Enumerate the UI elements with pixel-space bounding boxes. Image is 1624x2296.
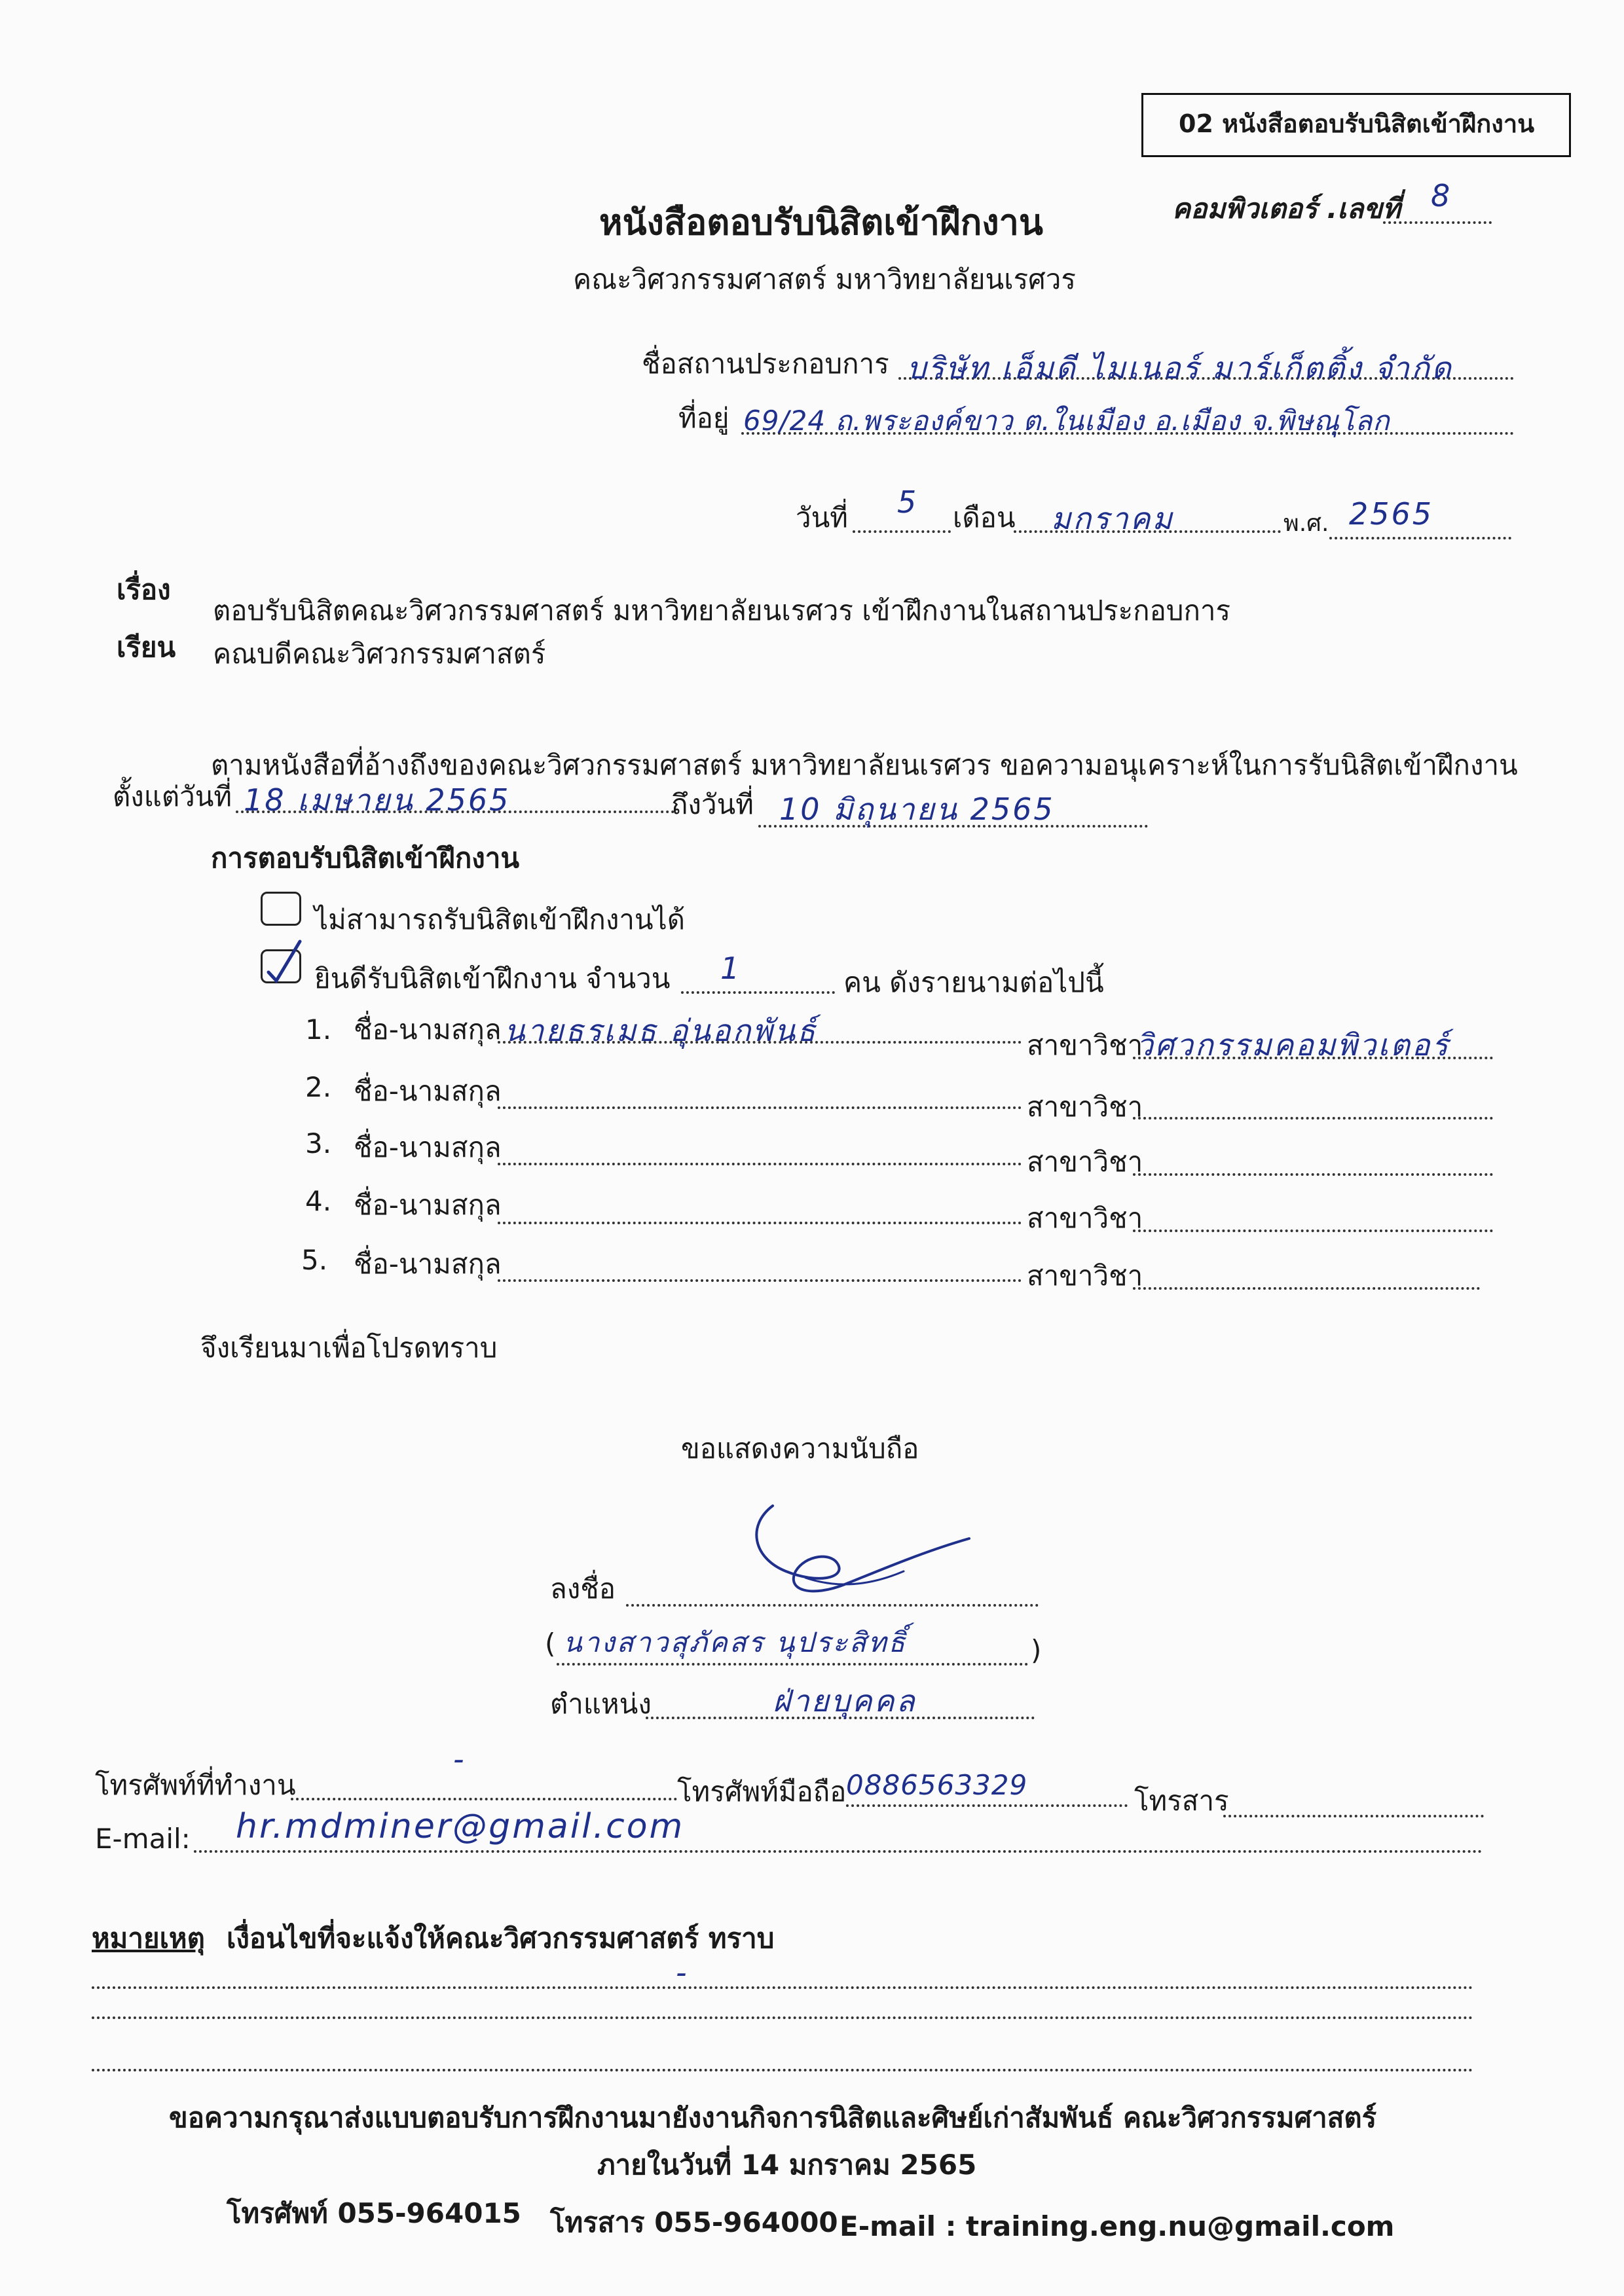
student-no: 4. — [305, 1185, 332, 1217]
date-day-line — [853, 530, 951, 533]
footer-line2: ภายในวันที่ 14 มกราคม 2565 — [597, 2149, 977, 2181]
student-name-label: ชื่อ-นามสกุล — [354, 1131, 502, 1163]
date-year: 2565 — [1349, 496, 1434, 532]
student-major-line — [1133, 1173, 1493, 1176]
to-label: เรียน — [117, 631, 176, 663]
student-major-label: สาขาวิชา — [1027, 1202, 1143, 1234]
email-value: hr.mdminer@gmail.com — [236, 1807, 685, 1846]
company-label: ชื่อสถานประกอบการ — [642, 348, 889, 380]
from-label: ตั้งแต่วันที่ — [113, 780, 232, 812]
fax-label: โทรสาร — [1134, 1785, 1229, 1817]
to-date-value: 10 มิถุนายน 2565 — [779, 792, 1055, 827]
student-name-line — [498, 1163, 1022, 1165]
footer-line1: ขอความกรุณาส่งแบบตอบรับการฝึกงานมายังงานกิจการนิสิตและศิษย์เก่าสัมพันธ์ คณะวิศวกรรมศาสตร์ — [169, 2102, 1377, 2134]
sign-label: ลงชื่อ — [550, 1573, 616, 1605]
date-year-line — [1329, 537, 1511, 539]
accept-count-line — [681, 991, 835, 994]
position-label: ตำแหน่ง — [550, 1688, 652, 1720]
office-phone-value: - — [453, 1741, 466, 1777]
remark-value: - — [676, 1955, 689, 1990]
signer-name: นางสาวสุภัคสร นุประสิทธิ์ — [563, 1626, 908, 1658]
remark-label: หมายเหตุ — [92, 1922, 205, 1954]
student-major-line — [1133, 1230, 1493, 1232]
mobile-line — [846, 1804, 1128, 1807]
student-major-label: สาขาวิชา — [1027, 1091, 1143, 1123]
address-label: ที่อยู่ — [678, 402, 729, 434]
accept-label: ยินดีรับนิสิตเข้าฝึกงาน จำนวน — [314, 962, 671, 994]
student-major-line — [1133, 1287, 1480, 1290]
student-major-label: สาขาวิชา — [1027, 1260, 1143, 1292]
body-line1: ตามหนังสือที่อ้างถึงของคณะวิศวกรรมศาสตร์ มหาวิทยาลัยนเรศวร ขอความอนุเคราะห์ในการรับนิสิตเข้าฝึกงาน — [211, 749, 1518, 781]
student-no: 3. — [305, 1127, 332, 1159]
date-day-label: วันที่ — [796, 501, 848, 534]
computer-no-line — [1383, 221, 1492, 224]
address-value: 69/24 ถ.พระองค์ขาว ต.ในเมือง อ.เมือง จ.พิษณุโลก — [743, 405, 1390, 437]
from-value: 18 เมษายน 2565 — [244, 782, 511, 818]
regards-text: ขอแสดงความนับถือ — [681, 1432, 919, 1465]
office-phone-line — [291, 1798, 677, 1800]
date-month-label: เดือน — [953, 501, 1016, 534]
date-month: มกราคม — [1051, 501, 1174, 536]
student-no: 5. — [301, 1244, 328, 1276]
reject-checkbox[interactable] — [261, 892, 301, 926]
faculty-line: คณะวิศวกรรมศาสตร์ มหาวิทยาลัยนเรศวร — [573, 263, 1076, 295]
student-name-label: ชื่อ-นามสกุล — [354, 1248, 502, 1280]
student-major-label: สาขาวิชา — [1027, 1146, 1143, 1178]
student-major-label: สาขาวิชา — [1027, 1029, 1143, 1061]
footer-email: E-mail : training.eng.nu@gmail.com — [840, 2210, 1395, 2242]
student-name-line — [498, 1279, 1022, 1282]
student-name-label: ชื่อ-นามสกุล — [354, 1189, 502, 1221]
office-phone-label: โทรศัพท์ที่ทำงาน — [95, 1769, 296, 1801]
mobile-value: 0886563329 — [846, 1769, 1028, 1801]
student-name-label: ชื่อ-นามสกุล — [354, 1013, 502, 1046]
response-heading: การตอบรับนิสิตเข้าฝึกงาน — [211, 842, 520, 874]
footer-phone: โทรศัพท์ 055-964015 — [227, 2197, 521, 2229]
remark-text: เงื่อนไขที่จะแจ้งให้คณะวิศวกรรมศาสตร์ ทราบ — [227, 1922, 775, 1954]
remark-line-1 — [92, 1986, 1473, 1989]
computer-no: 8 — [1431, 178, 1452, 213]
accept-suffix: คน ดังรายนามต่อไปนี้ — [843, 966, 1104, 998]
email-label: E-mail: — [95, 1823, 191, 1855]
closing-text: จึงเรียนมาเพื่อโปรดทราบ — [200, 1332, 498, 1364]
mobile-label: โทรศัพท์มือถือ — [677, 1776, 847, 1808]
company-value: บริษัท เอ็มดี ไมเนอร์ มาร์เก็ตติ้ง จำกัด — [907, 350, 1453, 386]
signer-open-paren: ( — [545, 1628, 556, 1660]
reject-label: ไม่สามารถรับนิสิตเข้าฝึกงานได้ — [314, 903, 686, 936]
student-major: วิศวกรรมคอมพิวเตอร์ — [1136, 1027, 1450, 1063]
sign-line — [626, 1604, 1039, 1607]
date-year-label: พ.ศ. — [1283, 510, 1329, 537]
email-line — [194, 1850, 1483, 1853]
student-no: 2. — [305, 1071, 332, 1103]
student-name-line — [498, 1106, 1022, 1109]
footer-fax: โทรสาร 055-964000 — [550, 2206, 838, 2238]
student-name: นายธรเมธ อุ่นอกพันธ์ — [504, 1013, 818, 1048]
subject-label: เรื่อง — [117, 574, 171, 606]
to-date-label: ถึงวันที่ — [671, 788, 754, 820]
to-text: คณบดีคณะวิศวกรรมศาสตร์ — [213, 638, 546, 670]
remark-line-3 — [92, 2069, 1473, 2071]
accept-check-mark — [262, 936, 314, 989]
signer-close-paren: ) — [1031, 1634, 1042, 1666]
accept-count: 1 — [720, 951, 742, 986]
form-code: 02 หนังสือตอบรับนิสิตเข้าฝึกงาน — [1179, 109, 1535, 138]
student-no: 1. — [305, 1013, 332, 1046]
remark-line-2 — [92, 2016, 1473, 2019]
computer-label: คอมพิวเตอร์ .เลขที่ — [1172, 192, 1401, 225]
page-title: หนังสือตอบรับนิสิตเข้าฝึกงาน — [599, 202, 1043, 243]
student-name-line — [498, 1222, 1022, 1224]
student-name-label: ชื่อ-นามสกุล — [354, 1075, 502, 1107]
date-day: 5 — [897, 484, 919, 520]
fax-line — [1223, 1815, 1484, 1817]
position-value: ฝ่ายบุคคล — [773, 1683, 917, 1719]
subject-text: ตอบรับนิสิตคณะวิศวกรรมศาสตร์ มหาวิทยาลัยนเรศวร เข้าฝึกงานในสถานประกอบการ — [213, 594, 1231, 627]
student-major-line — [1133, 1117, 1493, 1120]
